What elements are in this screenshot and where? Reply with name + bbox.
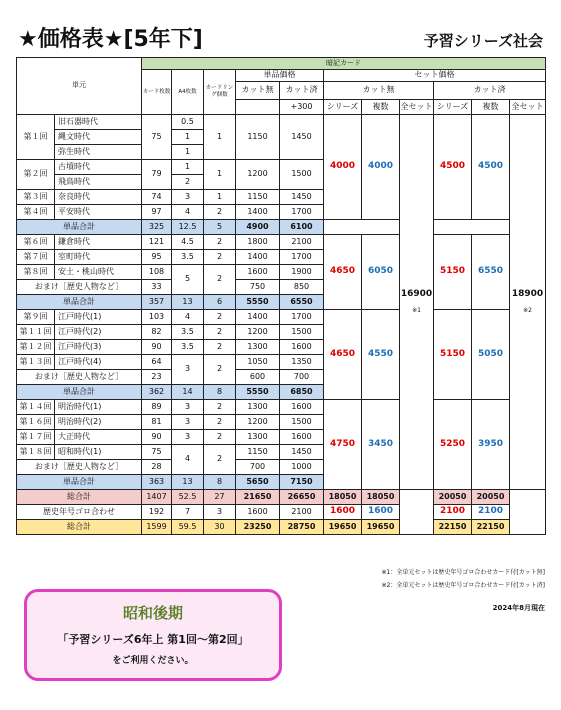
series-set-price: 22150 (434, 520, 472, 535)
single-cut-none-header: カット無 (236, 82, 280, 100)
page-title: ★価格表★[5年下] (18, 27, 203, 52)
ring-count: 2 (204, 310, 236, 325)
series-set-price: 5250 (434, 400, 472, 490)
card-count: 1407 (142, 490, 172, 505)
row-label: 第６回 (17, 235, 55, 250)
total-label: 総合計 (17, 490, 142, 505)
a4-count: 3.5 (172, 325, 204, 340)
plus300-label: +300 (280, 100, 324, 115)
series-header: シリーズ (324, 100, 362, 115)
row-label: 第１２回 (17, 340, 55, 355)
era-set-price: 3450 (362, 400, 400, 490)
promo-line-1: 「予習シリーズ6年上 第1回〜第2回」 (57, 633, 249, 646)
a4-count: 4.5 (172, 235, 204, 250)
series-header: シリーズ (434, 100, 472, 115)
era-name: 平安時代 (55, 205, 142, 220)
price-cut-done: 2100 (280, 235, 324, 250)
price-cut-done: 6550 (280, 295, 324, 310)
series-set-price: 18050 (324, 490, 362, 505)
ring-count: 2 (204, 340, 236, 355)
era-set-price: 4000 (362, 115, 400, 220)
price-cut-none: 23250 (236, 520, 280, 535)
price-cut-none: 1800 (236, 235, 280, 250)
a4-count: 14 (172, 385, 204, 400)
era-set-price: 1600 (362, 505, 400, 520)
price-cut-none: 1300 (236, 430, 280, 445)
single-cut-done-header: カット済 (280, 82, 324, 100)
card-count: 1599 (142, 520, 172, 535)
era-name: 弥生時代 (55, 145, 142, 160)
series-set-price: 4500 (434, 115, 472, 220)
price-cut-done: 1900 (280, 265, 324, 280)
card-count: 357 (142, 295, 172, 310)
era-header: 複数 (362, 100, 400, 115)
card-count: 97 (142, 205, 172, 220)
card-count-header: カード枚数 (142, 70, 172, 115)
price-cut-done: 7150 (280, 475, 324, 490)
card-count: 28 (142, 460, 172, 475)
price-cut-none: 1200 (236, 415, 280, 430)
card-count: 79 (142, 160, 172, 190)
series-set-price: 5150 (434, 310, 472, 400)
price-cut-none: 1200 (236, 160, 280, 190)
price-cut-done: 1450 (280, 115, 324, 160)
a4-count-header: A4枚数 (172, 70, 204, 115)
single-price-header: 単品価格 (236, 70, 324, 82)
a4-count: 3 (172, 400, 204, 415)
grand-total-label: 総合計 (17, 520, 142, 535)
era-set-price: 19650 (362, 520, 400, 535)
series-set-price: 4000 (324, 115, 362, 220)
set-price-header: セット価格 (324, 70, 546, 82)
era-set-price: 20050 (472, 490, 510, 505)
era-name: 室町時代 (55, 250, 142, 265)
promo-heading: 昭和後期 (122, 604, 183, 622)
subtotal-label: 単品合計 (17, 475, 142, 490)
price-cut-done: 1000 (280, 460, 324, 475)
a4-count: 1 (172, 160, 204, 175)
set-cut-none-header: カット無 (324, 82, 434, 100)
era-name: 江戸時代(3) (55, 340, 142, 355)
price-cut-none: 1300 (236, 400, 280, 415)
a4-count: 0.5 (172, 115, 204, 130)
price-cut-done: 26650 (280, 490, 324, 505)
a4-count: 12.5 (172, 220, 204, 235)
ring-count: 1 (204, 190, 236, 205)
price-cut-done: 1700 (280, 205, 324, 220)
card-count: 108 (142, 265, 172, 280)
price-cut-done: 1450 (280, 445, 324, 460)
era-set-price: 2100 (472, 505, 510, 520)
a4-count: 13 (172, 475, 204, 490)
card-count: 89 (142, 400, 172, 415)
price-cut-none: 1600 (236, 265, 280, 280)
price-cut-done: 28750 (280, 520, 324, 535)
ring-count: 2 (204, 325, 236, 340)
era-name: 縄文時代 (55, 130, 142, 145)
a4-count: 3 (172, 190, 204, 205)
footnotes (382, 566, 545, 592)
card-count: 90 (142, 340, 172, 355)
era-name: 飛鳥時代 (55, 175, 142, 190)
price-cut-done: 1450 (280, 190, 324, 205)
a4-count: 4 (172, 310, 204, 325)
set-cut-done-header: カット済 (434, 82, 546, 100)
card-count: 192 (142, 505, 172, 520)
price-cut-none: 5550 (236, 385, 280, 400)
price-cut-none: 700 (236, 460, 280, 475)
ring-count: 2 (204, 250, 236, 265)
price-cut-done: 1350 (280, 355, 324, 370)
a4-count: 1 (172, 130, 204, 145)
ring-count: 8 (204, 475, 236, 490)
ring-count: 2 (204, 430, 236, 445)
price-cut-none: 4900 (236, 220, 280, 235)
price-cut-none: 5650 (236, 475, 280, 490)
era-name: 奈良時代 (55, 190, 142, 205)
era-set-price: 3950 (472, 400, 510, 490)
ring-count-header: カードリング個数 (204, 70, 236, 115)
ring-count: 1 (204, 160, 236, 190)
series-set-price: 2100 (434, 505, 472, 520)
row-label: 第８回 (17, 265, 55, 280)
era-name: 古墳時代 (55, 160, 142, 175)
ring-count: 30 (204, 520, 236, 535)
price-cut-none: 600 (236, 370, 280, 385)
row-label: 第１７回 (17, 430, 55, 445)
bonus-label: おまけ［歴史人物など］ (17, 370, 142, 385)
a4-count: 3.5 (172, 340, 204, 355)
bonus-label: おまけ［歴史人物など］ (17, 280, 142, 295)
ring-count: 2 (204, 445, 236, 475)
ring-count: 5 (204, 220, 236, 235)
series-set-price: 20050 (434, 490, 472, 505)
price-cut-done: 1500 (280, 415, 324, 430)
series-set-price: 4650 (324, 235, 362, 310)
row-label: 第１６回 (17, 415, 55, 430)
era-name: 安土・桃山時代 (55, 265, 142, 280)
price-cut-none: 1400 (236, 205, 280, 220)
a4-count: 3 (172, 430, 204, 445)
era-name: 明治時代(1) (55, 400, 142, 415)
subtotal-label: 単品合計 (17, 295, 142, 310)
footnote-1: ※1：全単元セットは歴史年号ゴロ合わせカード付[カット無] (381, 569, 545, 576)
price-cut-done: 700 (280, 370, 324, 385)
ring-count: 8 (204, 385, 236, 400)
era-name: 明治時代(2) (55, 415, 142, 430)
a4-count: 52.5 (172, 490, 204, 505)
subtotal-label: 単品合計 (17, 385, 142, 400)
ring-count: 2 (204, 355, 236, 385)
a4-count: 2 (172, 175, 204, 190)
price-cut-none: 1400 (236, 250, 280, 265)
card-count: 103 (142, 310, 172, 325)
price-cut-done: 6850 (280, 385, 324, 400)
a4-count: 4 (172, 445, 204, 475)
ring-count: 2 (204, 415, 236, 430)
row-label: 第７回 (17, 250, 55, 265)
price-cut-none: 21650 (236, 490, 280, 505)
history-goro-label: 歴史年号ゴロ合わせ (17, 505, 142, 520)
card-count: 362 (142, 385, 172, 400)
row-label: 第４回 (17, 205, 55, 220)
as-of-date: 2024年8月現在 (492, 604, 545, 612)
price-cut-none: 1300 (236, 340, 280, 355)
row-label: 第１１回 (17, 325, 55, 340)
brand-name: 予習シリーズ社会 (423, 32, 543, 50)
price-cut-done: 2100 (280, 505, 324, 520)
card-count: 75 (142, 115, 172, 160)
card-count: 363 (142, 475, 172, 490)
price-cut-none: 5550 (236, 295, 280, 310)
ring-count: 2 (204, 235, 236, 250)
price-cut-done: 1600 (280, 400, 324, 415)
era-name: 鎌倉時代 (55, 235, 142, 250)
card-count: 74 (142, 190, 172, 205)
footnote-2: ※2：全単元セットは歴史年号ゴロ合わせカード付[カット済] (381, 582, 545, 589)
all-set-header: 全セット (510, 100, 546, 115)
series-set-price: 4750 (324, 400, 362, 490)
era-set-price: 4500 (472, 115, 510, 220)
card-count: 81 (142, 415, 172, 430)
price-cut-none: 1150 (236, 445, 280, 460)
a4-count: 3 (172, 415, 204, 430)
era-set-price: 4550 (362, 310, 400, 400)
era-set-price: 5050 (472, 310, 510, 400)
a4-count: 7 (172, 505, 204, 520)
era-set-price: 6550 (472, 235, 510, 310)
a4-count: 4 (172, 205, 204, 220)
row-label: 第２回 (17, 160, 55, 190)
a4-count: 3.5 (172, 250, 204, 265)
promo-line-2: をご利用ください。 (112, 656, 194, 666)
card-group-header: 暗記カード (142, 58, 546, 70)
bonus-label: おまけ［歴史人物など］ (17, 460, 142, 475)
ring-count: 6 (204, 295, 236, 310)
card-count: 23 (142, 370, 172, 385)
a4-count: 5 (172, 265, 204, 295)
a4-count: 1 (172, 145, 204, 160)
era-set-price: 6050 (362, 235, 400, 310)
price-cut-none: 1200 (236, 325, 280, 340)
row-label: 第１４回 (17, 400, 55, 415)
subtotal-label: 単品合計 (17, 220, 142, 235)
era-set-price: 18050 (362, 490, 400, 505)
price-cut-done: 1600 (280, 340, 324, 355)
price-cut-done: 1600 (280, 430, 324, 445)
price-cut-none: 1050 (236, 355, 280, 370)
price-cut-none: 1600 (236, 505, 280, 520)
card-count: 121 (142, 235, 172, 250)
a4-count: 59.5 (172, 520, 204, 535)
all-set-price: 18900 ※2 (510, 115, 546, 490)
promo-box (24, 589, 282, 681)
card-count: 75 (142, 445, 172, 460)
ring-count: 27 (204, 490, 236, 505)
card-count: 64 (142, 355, 172, 370)
price-cut-none: 1150 (236, 115, 280, 160)
era-name: 旧石器時代 (55, 115, 142, 130)
card-count: 90 (142, 430, 172, 445)
card-count: 82 (142, 325, 172, 340)
row-label: 第１回 (17, 115, 55, 160)
row-label: 第１３回 (17, 355, 55, 370)
card-count: 33 (142, 280, 172, 295)
ring-count: 3 (204, 505, 236, 520)
ring-count: 2 (204, 265, 236, 295)
era-name: 昭和時代(1) (55, 445, 142, 460)
row-label: 第９回 (17, 310, 55, 325)
price-table (16, 57, 546, 535)
series-set-price: 5150 (434, 235, 472, 310)
card-count: 325 (142, 220, 172, 235)
a4-count: 3 (172, 355, 204, 385)
ring-count: 2 (204, 205, 236, 220)
era-name: 大正時代 (55, 430, 142, 445)
unit-header: 単元 (17, 58, 142, 115)
era-set-price: 22150 (472, 520, 510, 535)
all-set-price: 16900 ※1 (400, 115, 434, 490)
era-name: 江戸時代(1) (55, 310, 142, 325)
price-cut-done: 850 (280, 280, 324, 295)
era-header: 複数 (472, 100, 510, 115)
price-cut-none: 750 (236, 280, 280, 295)
era-name: 江戸時代(4) (55, 355, 142, 370)
series-set-price: 19650 (324, 520, 362, 535)
era-name: 江戸時代(2) (55, 325, 142, 340)
ring-count: 2 (204, 400, 236, 415)
series-set-price: 4650 (324, 310, 362, 400)
price-cut-none: 1150 (236, 190, 280, 205)
row-label: 第１８回 (17, 445, 55, 460)
price-cut-done: 1500 (280, 325, 324, 340)
row-label: 第３回 (17, 190, 55, 205)
a4-count: 13 (172, 295, 204, 310)
price-cut-done: 6100 (280, 220, 324, 235)
card-count: 95 (142, 250, 172, 265)
series-set-price: 1600 (324, 505, 362, 520)
price-cut-done: 1500 (280, 160, 324, 190)
price-cut-none: 1400 (236, 310, 280, 325)
price-cut-done: 1700 (280, 250, 324, 265)
price-cut-done: 1700 (280, 310, 324, 325)
all-set-header: 全セット (400, 100, 434, 115)
ring-count: 1 (204, 115, 236, 160)
